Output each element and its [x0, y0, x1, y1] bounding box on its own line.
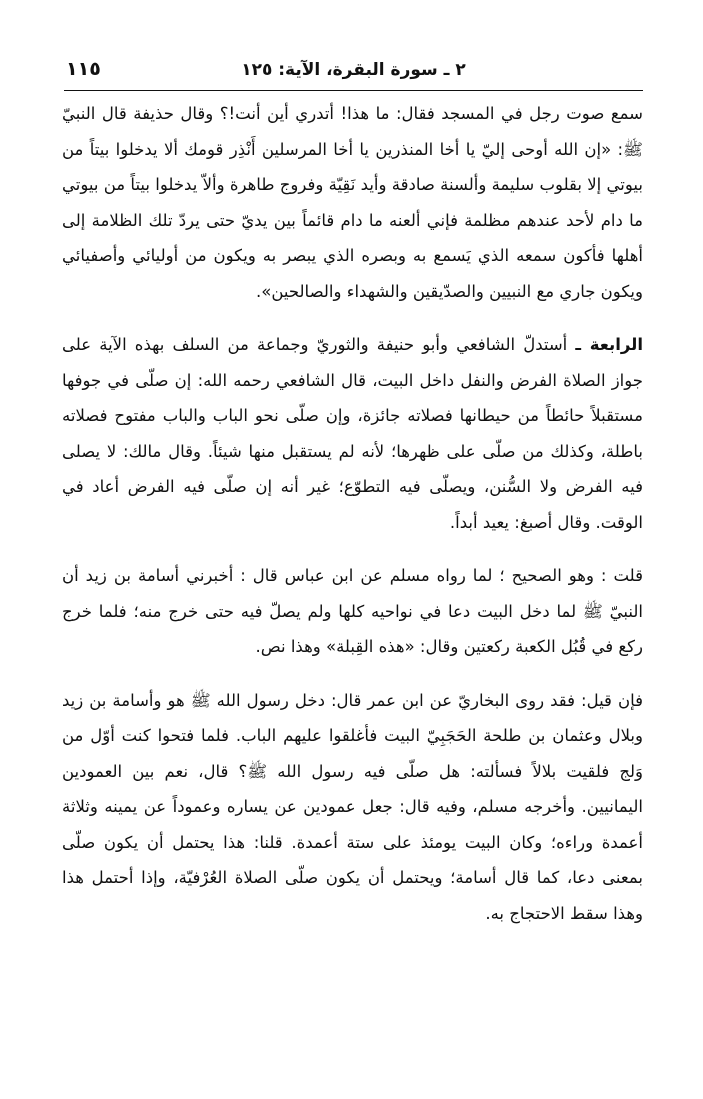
- paragraph-1-text: سمع صوت رجل في المسجد فقال: ما هذا! أتدري أين أنت!؟ وقال حذيفة قال النبيّ ﷺ: «إن الله أوحى إليّ يا أخا المنذرين يا أخا المرسلين أَنْذِر قومك ألا يدخلوا بيتاً من بيوتي إلا بقلوب سليمة وألسنة صادقة وأيد نَقِيّة وفروج طاهرة وألاّ يدخلوا بيتاً من بيوتي ما دام لأحد عندهم مظلمة فإني ألعنه ما دام قائماً بين يديّ حتى يردّ تلك الظلامة إلى أهلها فأكون سمعه الذي يَسمع به وبصره الذي يبصر به ويكون من أوليائي وأصفيائي ويكون جاري مع النبيين والصدّيقين والشهداء والصالحين».: [62, 104, 643, 301]
- page-header: [64, 56, 643, 91]
- running-title: ٢ ـ سورة البقرة، الآية: ١٢٥: [241, 60, 466, 80]
- paragraph-2-lead: الرابعة ـ: [575, 335, 644, 354]
- paragraph-1: [62, 96, 643, 309]
- paragraph-4-text: فإن قيل: فقد روى البخاريّ عن ابن عمر قال: دخل رسول الله ﷺ هو وأسامة بن زيد وبلال وعثمان بن طلحة الحَجَبِيّ البيت فأغلقوا عليهم الباب. فلما فتحوا كنت أوّل من وَلج فلقيت بلالاً فسألته: هل صلّى فيه رسول الله ﷺ؟ قال، نعم بين العمودين اليمانيين. وأخرجه مسلم، وفيه قال: جعل عمودين عن يساره وعموداً عن يمينه وثلاثة أعمدة وراءه؛ وكان البيت يومئذ على ستة أعمدة. قلنا: هذا يحتمل أن يكون صلّى بمعنى دعا، كما قال أسامة؛ ويحتمل أن يكون صلّى الصلاة العُرْفيّة، وإذا أحتمل هذا وهذا سقط الاحتجاج به.: [62, 690, 643, 923]
- paragraph-3-text: قلت : وهو الصحيح ؛ لما رواه مسلم عن ابن عباس قال : أخبرني أسامة بن زيد أن النبيّ ﷺ لما دخل البيت دعا في نواحيه كلها ولم يصلّ فيه حتى خرج منه؛ فلما خرج ركع في قُبُل الكعبة ركعتين وقال: «هذه القِبلة» وهذا نص.: [62, 566, 643, 656]
- paragraph-3: [62, 558, 643, 665]
- page-body: [62, 96, 643, 931]
- paragraph-2: [62, 327, 643, 540]
- page-number: ١١٥: [66, 58, 101, 80]
- paragraph-4: [62, 683, 643, 932]
- paragraph-2-text: أستدلّ الشافعي وأبو حنيفة والثوريّ وجماعة من السلف بهذه الآية على جواز الصلاة الفرض والنفل داخل البيت، قال الشافعي رحمه الله: إن صلّى في جوفها مستقبلاً حائطاً من حيطانها فصلاته جائزة، وإن صلّى نحو الباب والباب مفتوح فصلاته باطلة، وكذلك من صلّى على ظهرها؛ لأنه لم يستقبل منها شيئاً. وقال مالك: لا يصلى فيه الفرض ولا السُّنن، ويصلّى فيه التطوّع؛ غير أنه إن صلّى فيه الفرض أعاد في الوقت. وقال أصبغ: يعيد أبداً.: [62, 335, 643, 532]
